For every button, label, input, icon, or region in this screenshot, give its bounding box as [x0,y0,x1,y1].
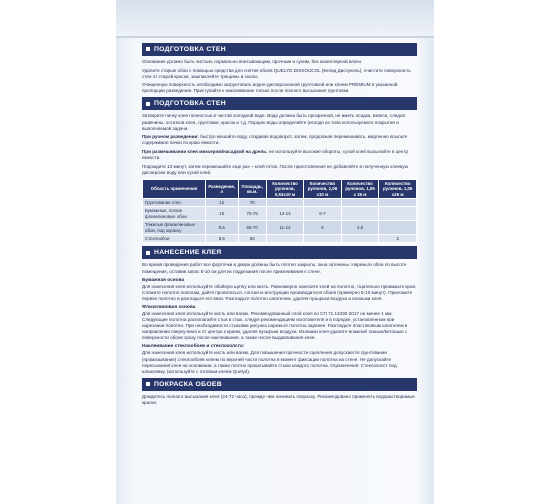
mixer-text: не используйте высокие обороты, сухой клей высыпайте в центр емкости. [142,148,408,161]
table-cell [341,199,379,207]
table-header-cell: Количество рулонов, 1,06 х25 м [379,179,417,198]
walls2-manual [142,134,417,146]
walls1-p3: Очищенную поверхность необходимо загрунтовать водно-дисперсионной грунтовкой или клеем PREMIUM в указанной пропорции разведения. Приступайте к наклеиванию только после полного высыхания грунтовки. [142,82,398,94]
paper-base-title: Бумажная основа [142,277,185,283]
walls2-p2: Подождите 10 минут, затем перемешайте еще раз – клей готов. После приготовления не добавляйте в полученную клеевую дисперсию воду или сухой клей. [142,163,409,175]
table-cell: 12-13 [266,207,303,221]
table-header-cell: Количество рулонов, 1,06 х10 м [304,179,342,198]
table-cell: Грунтование стен [143,199,206,207]
section-header-walls-2: ПОДГОТОВКА СТЕН [142,97,417,110]
bullet-square-icon [146,47,150,51]
table-header-cell: Количество рулонов, 0,53х10 м [266,179,303,198]
table-cell: 11-12 [266,221,303,235]
section-header-walls-1: ПОДГОТОВКА СТЕН [142,43,417,56]
walls1-p1: Основание должно быть чистым, нормально впитывающим, прочным и сухим, без капиллярной влаги. [142,59,363,64]
table-cell: 2,5 [341,221,379,235]
box-top-flap [116,0,434,36]
dilution-table [142,179,417,244]
walls1-p2: Удалите старые обои с помощью средства для снятия обоев QUELYD DISSOUCOL (Келид Диссуколь), очистите поверхность стен от старой краски, зашпаклейте трещины и сколы. [142,67,411,79]
bullet-square-icon [146,102,150,106]
table-header-cell: Количество рулонов, 1,06 х 25 м [341,179,379,198]
paint-p1: Дождитесь полного высыхания клея (24-72 часа), прежде чем начинать покраску. Рекомендовано применять водорастворимые краски. [142,393,415,405]
table-cell: Тяжелые флизелиновые обои, под окраску [143,221,206,235]
table-cell [304,199,342,207]
table-cell: 6,5 [206,235,239,243]
walls2-p1: Затворите пачку клея полностью в чистой холодной воде. Вода должна быть прозрачной, не иметь осадка, взвеси, следов ржавчины, остатков клея, грунтовки, красок и т.д. Порцию воды определяйте (исходя из типа используемого покрытия и выполняемой задачи. [142,113,405,131]
table-cell [341,207,379,221]
table-cell: Бумажные, легкие флизелиновые обои [143,207,206,221]
flis-base-text: Для нанесения клея используйте кисть или валик. Рекомендованный слой клея по СП 71.13330-2017 не менее 1 мм. Следующие полотна располагайте стык в стык, следуя рекомендациям изготовителя и в порядке, установленном при нарезании полотен. При необходимости стыковки рисунка нарежьте полотна заранее. Разгладьте пластиковым шпателем в направлении сверху-вниз и от центра к краям, удаляя пузырьки воздуха. Излишки клея удалите влажной тканью/ветошью с поверхности обоев сразу после наклеивания, а также после выдавливания клея. [142,310,408,341]
table-cell: 12 [206,199,239,207]
table-cell: 50 [238,235,266,243]
table-cell [266,199,303,207]
section-header-glue: НАНЕСЕНИЕ КЛЕЯ [142,246,417,259]
flis-base-title: Флизелиновая основа [142,304,196,310]
table-cell: 2 [379,235,417,243]
table-cell [379,207,417,221]
table-cell [379,199,417,207]
table-header-row [143,179,417,198]
bullet-square-icon [146,382,150,386]
walls2-mixer [142,149,417,161]
instructions-panel [142,40,417,408]
glass-title: Наклеивание стеклообоев и стеклохолста: [142,344,245,350]
table-row [143,207,417,221]
table-cell: 10 [206,207,239,221]
table-cell: 70-75 [238,207,266,221]
table-cell: 6-7 [304,207,342,221]
table-cell [379,221,417,235]
manual-label: При ручном разведении: [142,134,199,140]
table-header-cell: Область применения [143,179,206,198]
paper-base-text: Для нанесения клея используйте обойную щетку или кисть. Равномерно нанесите клей на полотно, тщательно промажьте края. Сложите полотно пополам, дайте пропитаться, согласно инструкции производителя обоев (примерно 5-10 минут). Приложите первое полотно и разгладьте его вниз. Разгладьте полотно шпателем, удаляя пузырьки воздуха и излишки клея. [142,283,417,301]
table-cell [341,235,379,243]
table-cell [304,235,342,243]
mixer-label: При размешивании клея миксером/насадкой на дрель: [142,148,268,154]
glue-p1: Во время проведения работ все форточки и двери должны быть плотно закрыты, окна затенены. Нарежьте обои по высоте помещения, оставив запас 5-10 см для их подрезания после приклеивания к стене. [142,262,407,274]
table-cell: Стеклообои [143,235,206,243]
table-row [143,221,417,235]
section-header-paint: ПОКРАСКА ОБОЕВ [142,378,417,391]
table-cell: 70 [238,199,266,207]
table-cell: 65-70 [238,221,266,235]
glass-text: Для нанесения клея используйте кисть или валик. Для повышения прочности сцепления допускается грунтование (промазывание) стеклообоев клеем по верхней части полотна в момент фиксации полотна на стене. Не допускайте пересыхания клея на основании, а также плотно прокатывайте стыки каждого полотна. Ограничения: Стеклохолст под шпаклевку. (используйте с готовым клеем Quelyd). [142,350,397,374]
box-flap-edge [116,36,434,38]
table-cell: 9,5 [206,221,239,235]
table-row [143,235,417,243]
table-header-cell: Разведение, л [206,179,239,198]
table-header-cell: Площадь, кв.м. [238,179,266,198]
table-cell [266,235,303,243]
manual-text: быстро мешайте воду, создавая водоворот, затем, продолжая перемешивать, медленно всыпьте содержимое пачки по краю емкости. [142,134,408,146]
table-cell: 6 [304,221,342,235]
bullet-square-icon [146,251,150,255]
table-row [143,199,417,207]
